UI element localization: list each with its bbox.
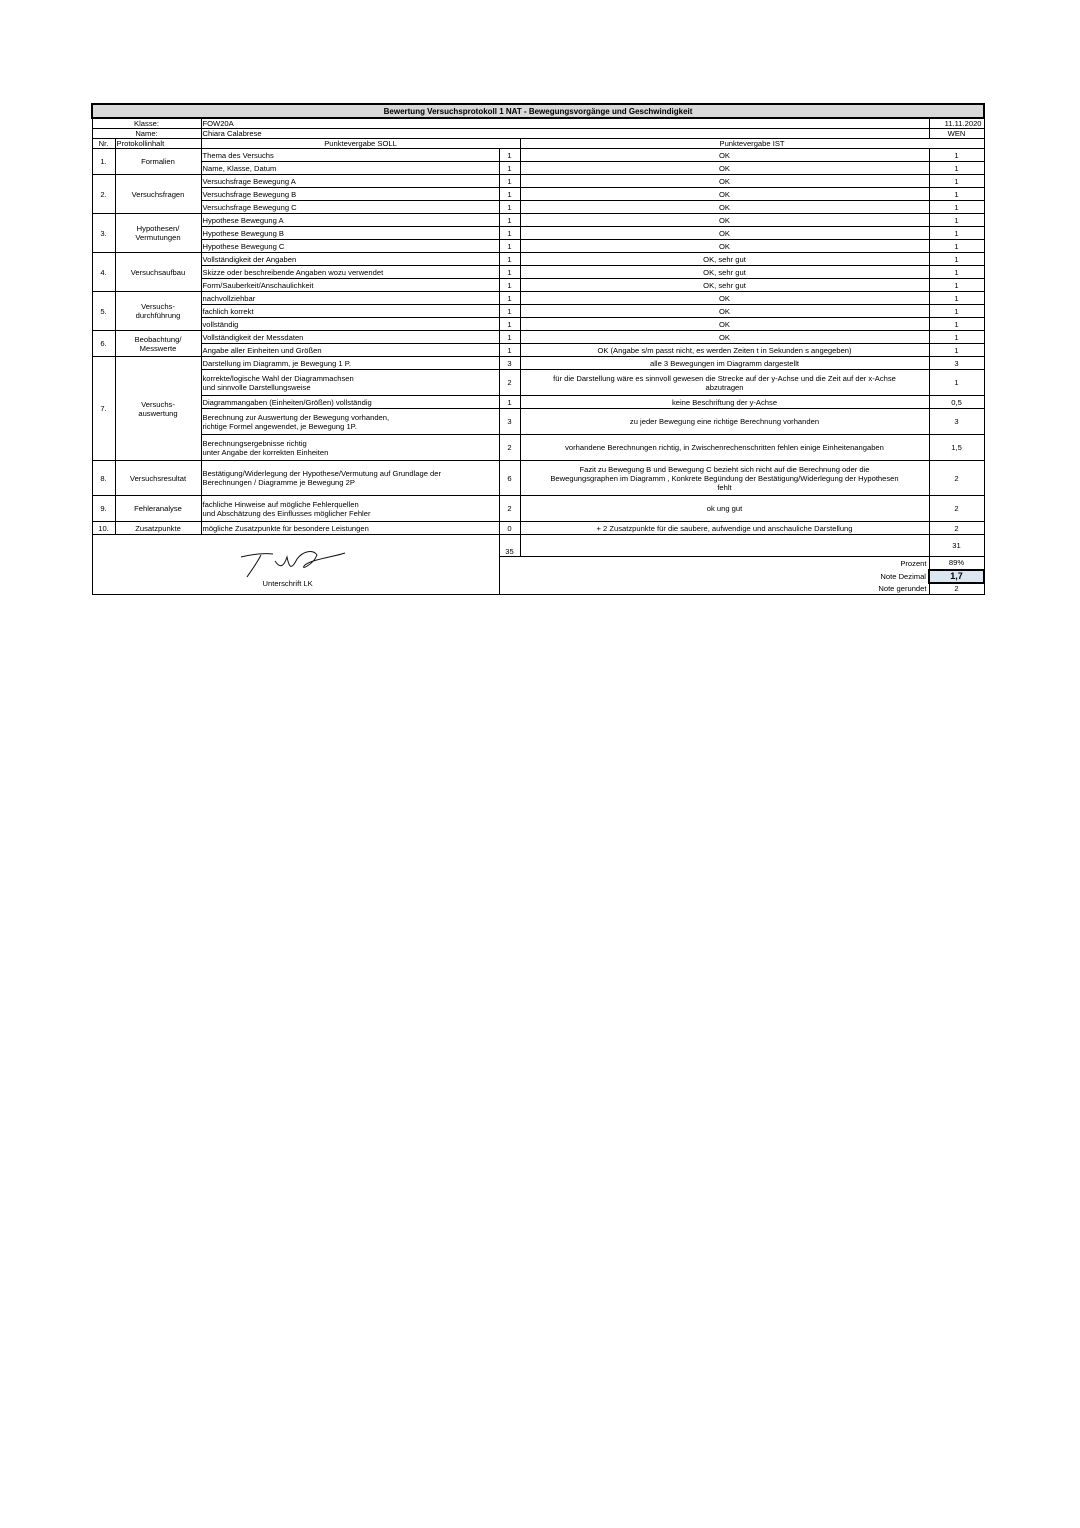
soll-points: 3 <box>499 409 520 435</box>
ist-comment: OK <box>520 331 929 344</box>
section-number: 9. <box>92 496 115 522</box>
soll-points: 1 <box>499 188 520 201</box>
ist-comment: + 2 Zusatzpunkte für die saubere, aufwendige und anschauliche Darstellung <box>520 522 929 535</box>
criterion-row <box>92 496 984 522</box>
ist-points: 1 <box>929 227 984 240</box>
ist-comment: OK <box>520 292 929 305</box>
ist-comment: OK, sehr gut <box>520 279 929 292</box>
note-gerundet-value: 2 <box>929 583 984 595</box>
criterion-row <box>92 149 984 162</box>
criterion-text: Skizze oder beschreibende Angaben wozu verwendet <box>201 266 499 279</box>
soll-points: 1 <box>499 292 520 305</box>
criterion-text: Form/Sauberkeit/Anschaulichkeit <box>201 279 499 292</box>
ist-total-spacer <box>520 535 929 557</box>
ist-comment: ok ung gut <box>520 496 929 522</box>
soll-points: 1 <box>499 253 520 266</box>
signature-area <box>92 535 499 595</box>
ist-points: 1 <box>929 370 984 396</box>
section-name: Versuchsfragen <box>115 175 201 214</box>
section-name: Versuchs- auswertung <box>115 357 201 461</box>
col-header-nr: Nr. <box>92 139 115 149</box>
grading-sheet <box>91 103 985 595</box>
ist-comment: keine Beschriftung der y-Achse <box>520 396 929 409</box>
criterion-row <box>92 201 984 214</box>
soll-points: 1 <box>499 149 520 162</box>
criterion-row <box>92 240 984 253</box>
criterion-row <box>92 253 984 266</box>
criterion-row <box>92 344 984 357</box>
soll-points: 1 <box>499 279 520 292</box>
criterion-row <box>92 370 984 396</box>
ist-comment: OK, sehr gut <box>520 266 929 279</box>
criterion-text: Hypothese Bewegung C <box>201 240 499 253</box>
section-name: Versuchsaufbau <box>115 253 201 292</box>
ist-points: 1 <box>929 175 984 188</box>
ist-points: 2 <box>929 496 984 522</box>
ist-total: 31 <box>929 535 984 557</box>
criterion-text: mögliche Zusatzpunkte für besondere Leistungen <box>201 522 499 535</box>
ist-comment: für die Darstellung wäre es sinnvoll gewesen die Strecke auf der y-Achse und die Zeit auf der x-Achse abzutragen <box>520 370 929 396</box>
ist-comment: OK <box>520 162 929 175</box>
klasse-label: Klasse: <box>92 118 201 129</box>
signature-label: Unterschrift LK <box>262 579 313 588</box>
ist-points: 1 <box>929 279 984 292</box>
criterion-row <box>92 435 984 461</box>
soll-points: 1 <box>499 305 520 318</box>
soll-points: 2 <box>499 435 520 461</box>
col-header-soll: Punktevergabe SOLL <box>201 139 520 149</box>
criterion-row <box>92 357 984 370</box>
teacher-code: WEN <box>929 129 984 139</box>
criterion-text: vollständig <box>201 318 499 331</box>
ist-points: 1 <box>929 162 984 175</box>
section-number: 5. <box>92 292 115 331</box>
section-name: Beobachtung/ Messwerte <box>115 331 201 357</box>
soll-points: 1 <box>499 214 520 227</box>
criterion-row <box>92 188 984 201</box>
ist-comment: OK, sehr gut <box>520 253 929 266</box>
criterion-text: Vollständigkeit der Messdaten <box>201 331 499 344</box>
ist-points: 1 <box>929 253 984 266</box>
ist-comment: vorhandene Berechnungen richtig, in Zwischenrechenschritten fehlen einige Einheitenangaben <box>520 435 929 461</box>
criterion-text: korrekte/logische Wahl der Diagrammachsen und sinnvolle Darstellungsweise <box>201 370 499 396</box>
ist-points: 1 <box>929 331 984 344</box>
criterion-row <box>92 305 984 318</box>
criterion-text: nachvollziehbar <box>201 292 499 305</box>
criterion-text: Name, Klasse, Datum <box>201 162 499 175</box>
soll-points: 1 <box>499 175 520 188</box>
ist-points: 1 <box>929 201 984 214</box>
criterion-text: Berechnungsergebnisse richtig unter Angabe der korrekten Einheiten <box>201 435 499 461</box>
section-name: Fehleranalyse <box>115 496 201 522</box>
section-number: 10. <box>92 522 115 535</box>
ist-comment: OK <box>520 305 929 318</box>
criterion-text: Bestätigung/Widerlegung der Hypothese/Vermutung auf Grundlage der Berechnungen / Diagramme je Bewegung 2P <box>201 461 499 496</box>
criterion-text: Hypothese Bewegung A <box>201 214 499 227</box>
ist-points: 3 <box>929 409 984 435</box>
soll-points: 6 <box>499 461 520 496</box>
criterion-text: Versuchsfrage Bewegung C <box>201 201 499 214</box>
section-number: 3. <box>92 214 115 253</box>
section-name: Hypothesen/ Vermutungen <box>115 214 201 253</box>
criterion-row <box>92 279 984 292</box>
section-name: Versuchsresultat <box>115 461 201 496</box>
soll-points: 0 <box>499 522 520 535</box>
section-number: 4. <box>92 253 115 292</box>
section-name: Formalien <box>115 149 201 175</box>
col-header-ist: Punktevergabe IST <box>520 139 984 149</box>
ist-comment: Fazit zu Bewegung B und Bewegung C bezieht sich nicht auf die Berechnung oder die Bewegungsgraphen im Diagramm , Konkrete Begündung der Bestätigung/Widerlegung der Hypothesen fehlt <box>520 461 929 496</box>
soll-points: 1 <box>499 201 520 214</box>
signature-image <box>233 545 363 579</box>
ist-points: 1 <box>929 344 984 357</box>
criterion-text: fachlich korrekt <box>201 305 499 318</box>
ist-points: 1 <box>929 305 984 318</box>
soll-points: 1 <box>499 344 520 357</box>
note-gerundet-label: Note gerundet <box>499 583 929 595</box>
ist-comment: OK <box>520 175 929 188</box>
criterion-text: Thema des Versuchs <box>201 149 499 162</box>
criterion-text: Versuchsfrage Bewegung B <box>201 188 499 201</box>
criterion-row <box>92 227 984 240</box>
criterion-row <box>92 175 984 188</box>
ist-comment: alle 3 Bewegungen im Diagramm dargestellt <box>520 357 929 370</box>
ist-points: 2 <box>929 461 984 496</box>
ist-points: 1 <box>929 266 984 279</box>
col-header-inhalt: Protokollinhalt <box>115 139 201 149</box>
criterion-row <box>92 396 984 409</box>
ist-comment: OK <box>520 240 929 253</box>
section-number: 2. <box>92 175 115 214</box>
ist-points: 1 <box>929 149 984 162</box>
criterion-text: Vollständigkeit der Angaben <box>201 253 499 266</box>
criteria-rows <box>92 149 984 535</box>
name-label: Name: <box>92 129 201 139</box>
criterion-text: Versuchsfrage Bewegung A <box>201 175 499 188</box>
ist-points: 2 <box>929 522 984 535</box>
ist-points: 3 <box>929 357 984 370</box>
ist-comment: OK <box>520 188 929 201</box>
prozent-label: Prozent <box>499 557 929 570</box>
soll-points: 2 <box>499 370 520 396</box>
ist-comment: OK <box>520 318 929 331</box>
criterion-row <box>92 522 984 535</box>
ist-points: 1,5 <box>929 435 984 461</box>
soll-points: 1 <box>499 266 520 279</box>
criterion-row <box>92 461 984 496</box>
date-value: 11.11.2020 <box>929 118 984 129</box>
soll-points: 1 <box>499 318 520 331</box>
ist-points: 1 <box>929 214 984 227</box>
prozent-value: 89% <box>929 557 984 570</box>
soll-points: 1 <box>499 227 520 240</box>
criterion-text: fachliche Hinweise auf mögliche Fehlerquellen und Abschätzung des Einflusses möglicher Fehler <box>201 496 499 522</box>
note-dezimal-label: Note Dezimal <box>499 570 929 583</box>
klasse-value: FOW20A <box>201 118 929 129</box>
ist-points: 1 <box>929 292 984 305</box>
section-name: Zusatzpunkte <box>115 522 201 535</box>
note-dezimal-value: 1,7 <box>929 570 984 583</box>
ist-points: 1 <box>929 318 984 331</box>
criterion-row <box>92 162 984 175</box>
ist-comment: zu jeder Bewegung eine richtige Berechnung vorhanden <box>520 409 929 435</box>
name-value: Chiara Calabrese <box>201 129 929 139</box>
criterion-row <box>92 331 984 344</box>
ist-comment: OK <box>520 201 929 214</box>
soll-points: 2 <box>499 496 520 522</box>
ist-comment: OK <box>520 227 929 240</box>
ist-comment: OK <box>520 149 929 162</box>
soll-points: 1 <box>499 240 520 253</box>
ist-points: 1 <box>929 188 984 201</box>
criterion-text: Hypothese Bewegung B <box>201 227 499 240</box>
soll-total: 35 <box>499 535 520 557</box>
ist-comment: OK (Angabe s/m passt nicht, es werden Zeiten t in Sekunden s angegeben) <box>520 344 929 357</box>
soll-points: 1 <box>499 331 520 344</box>
section-name: Versuchs- durchführung <box>115 292 201 331</box>
criterion-text: Darstellung im Diagramm, je Bewegung 1 P. <box>201 357 499 370</box>
criterion-row <box>92 214 984 227</box>
soll-points: 3 <box>499 357 520 370</box>
ist-comment: OK <box>520 214 929 227</box>
criterion-row <box>92 409 984 435</box>
criterion-text: Berechnung zur Auswertung der Bewegung vorhanden, richtige Formel angewendet, je Bewegung 1P. <box>201 409 499 435</box>
criterion-text: Angabe aller Einheiten und Größen <box>201 344 499 357</box>
ist-points: 0,5 <box>929 396 984 409</box>
criterion-row <box>92 292 984 305</box>
criterion-row <box>92 266 984 279</box>
soll-points: 1 <box>499 396 520 409</box>
section-number: 1. <box>92 149 115 175</box>
section-number: 8. <box>92 461 115 496</box>
sheet-title: Bewertung Versuchsprotokoll 1 NAT - Bewegungsvorgänge und Geschwindigkeit <box>92 104 984 118</box>
soll-points: 1 <box>499 162 520 175</box>
ist-points: 1 <box>929 240 984 253</box>
section-number: 7. <box>92 357 115 461</box>
criterion-text: Diagrammangaben (Einheiten/Größen) vollständig <box>201 396 499 409</box>
section-number: 6. <box>92 331 115 357</box>
criterion-row <box>92 318 984 331</box>
